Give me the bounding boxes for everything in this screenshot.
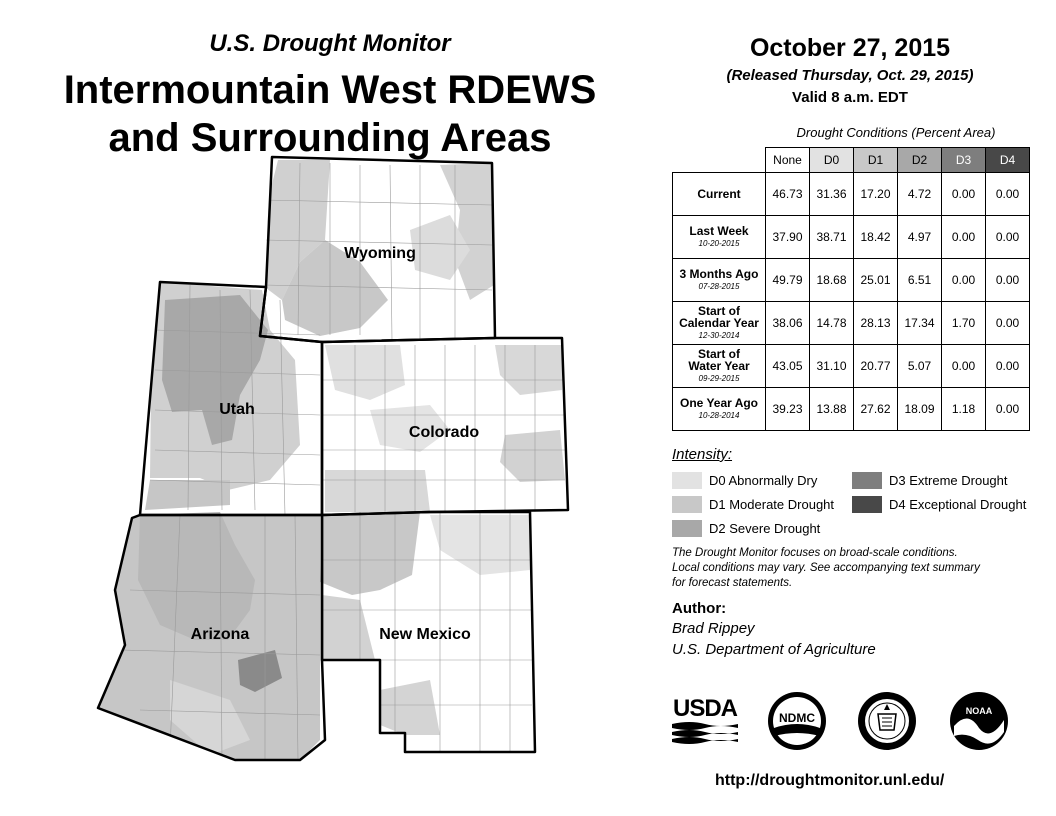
table-cell: 5.07 bbox=[898, 345, 942, 388]
table-cell: 17.20 bbox=[854, 173, 898, 216]
row-label-text-2: Water Year bbox=[688, 358, 750, 373]
row-label bbox=[673, 345, 766, 388]
row-date: 10-28-2014 bbox=[698, 410, 740, 420]
table-cell: 31.10 bbox=[810, 345, 854, 388]
title-line-1: Intermountain West RDEWS bbox=[63, 68, 597, 112]
table-cell: 0.00 bbox=[942, 345, 986, 388]
table-cell: 46.73 bbox=[766, 173, 810, 216]
table-row bbox=[673, 302, 1030, 345]
legend-label-d1: D1 Moderate Drought bbox=[709, 497, 835, 512]
drought-conditions-table bbox=[672, 147, 1030, 431]
table-cell: 0.00 bbox=[986, 388, 1030, 431]
table-cell: 0.00 bbox=[942, 173, 986, 216]
table-cell: 4.97 bbox=[898, 216, 942, 259]
table-cell: 17.34 bbox=[898, 302, 942, 345]
legend-swatch-d0 bbox=[672, 472, 702, 489]
legend-swatch-d3 bbox=[852, 472, 882, 489]
release-date: (Released Thursday, Oct. 29, 2015) bbox=[726, 67, 974, 84]
row-label bbox=[673, 388, 766, 431]
table-cell: 14.78 bbox=[810, 302, 854, 345]
row-date: 09-29-2015 bbox=[698, 373, 740, 383]
row-date: 10-20-2015 bbox=[698, 238, 740, 248]
row-date: 07-28-2015 bbox=[698, 281, 740, 291]
table-row bbox=[673, 388, 1030, 431]
table-cell: 27.62 bbox=[854, 388, 898, 431]
author-heading: Author: bbox=[672, 600, 727, 617]
table-row bbox=[673, 259, 1030, 302]
state-label-new-mexico: New Mexico bbox=[379, 626, 471, 643]
table-cell: 43.05 bbox=[766, 345, 810, 388]
legend-label-d2: D2 Severe Drought bbox=[709, 521, 821, 536]
state-label-colorado: Colorado bbox=[408, 424, 480, 441]
author-name: Brad Rippey bbox=[672, 620, 755, 637]
table-cell: 0.00 bbox=[986, 259, 1030, 302]
col-header-d3: D3 bbox=[942, 148, 986, 173]
ndmc-logo bbox=[766, 690, 828, 752]
table-cell: 0.00 bbox=[942, 216, 986, 259]
legend-label-d0: D0 Abnormally Dry bbox=[709, 473, 818, 488]
legend-swatch-d4 bbox=[852, 496, 882, 513]
row-label-text: Current bbox=[697, 187, 741, 201]
usda-logo-text: USDA bbox=[672, 695, 738, 722]
row-label-text: Last Week bbox=[689, 223, 749, 238]
table-cell: 6.51 bbox=[898, 259, 942, 302]
table-cell: 13.88 bbox=[810, 388, 854, 431]
monitor-title: U.S. Drought Monitor bbox=[209, 30, 451, 57]
row-label-text: One Year Ago bbox=[679, 395, 759, 410]
noaa-logo bbox=[948, 690, 1010, 752]
table-row bbox=[673, 173, 1030, 216]
map-date: October 27, 2015 bbox=[749, 34, 951, 62]
table-cell: 1.70 bbox=[942, 302, 986, 345]
title-line-2: and Surrounding Areas bbox=[108, 116, 552, 160]
row-label-text: Start of bbox=[698, 303, 740, 318]
legend-swatch-d2 bbox=[672, 520, 702, 537]
state-label-arizona: Arizona bbox=[190, 626, 250, 643]
state-label-utah: Utah bbox=[219, 401, 255, 418]
table-cell: 18.42 bbox=[854, 216, 898, 259]
drought-map bbox=[0, 150, 660, 790]
commerce-seal-logo bbox=[856, 690, 918, 752]
author-organization: U.S. Department of Agriculture bbox=[672, 641, 876, 658]
col-header-d2: D2 bbox=[898, 148, 942, 173]
state-label-wyoming: Wyoming bbox=[344, 245, 416, 262]
table-caption: Drought Conditions (Percent Area) bbox=[796, 125, 996, 140]
table-cell: 25.01 bbox=[854, 259, 898, 302]
table-row bbox=[673, 216, 1030, 259]
table-cell: 20.77 bbox=[854, 345, 898, 388]
table-cell: 18.68 bbox=[810, 259, 854, 302]
table-cell: 0.00 bbox=[986, 173, 1030, 216]
row-label bbox=[673, 173, 766, 216]
table-cell: 39.23 bbox=[766, 388, 810, 431]
disclaimer-note bbox=[672, 546, 980, 591]
row-label bbox=[673, 216, 766, 259]
table-cell: 0.00 bbox=[986, 216, 1030, 259]
col-header-d1: D1 bbox=[854, 148, 898, 173]
page-title bbox=[20, 66, 640, 162]
table-corner bbox=[673, 148, 766, 173]
website-link[interactable]: http://droughtmonitor.unl.edu/ bbox=[715, 772, 945, 789]
table-cell: 18.09 bbox=[898, 388, 942, 431]
legend-label-d3: D3 Extreme Drought bbox=[889, 473, 1008, 488]
row-label-text: 3 Months Ago bbox=[679, 266, 759, 281]
row-label bbox=[673, 259, 766, 302]
legend-label-d4: D4 Exceptional Drought bbox=[889, 497, 1027, 512]
row-label-text: Start of bbox=[698, 346, 740, 361]
table-row bbox=[673, 345, 1030, 388]
ndmc-logo-text: NDMC bbox=[779, 711, 815, 725]
legend-swatch-d1 bbox=[672, 496, 702, 513]
noaa-logo-text: NOAA bbox=[965, 706, 993, 716]
table-cell: 38.06 bbox=[766, 302, 810, 345]
table-cell: 31.36 bbox=[810, 173, 854, 216]
row-label-text-2: Calendar Year bbox=[679, 315, 759, 330]
table-cell: 1.18 bbox=[942, 388, 986, 431]
table-cell: 0.00 bbox=[986, 302, 1030, 345]
note-line-3: for forecast statements. bbox=[672, 577, 793, 589]
table-cell: 38.71 bbox=[810, 216, 854, 259]
col-header-d0: D0 bbox=[810, 148, 854, 173]
table-cell: 37.90 bbox=[766, 216, 810, 259]
note-line-1: The Drought Monitor focuses on broad-scale conditions. bbox=[672, 547, 958, 559]
table-cell: 28.13 bbox=[854, 302, 898, 345]
table-cell: 4.72 bbox=[898, 173, 942, 216]
table-cell: 0.00 bbox=[986, 345, 1030, 388]
table-header-row bbox=[673, 148, 1030, 173]
col-header-none: None bbox=[766, 148, 810, 173]
table-cell: 0.00 bbox=[942, 259, 986, 302]
row-date: 12-30-2014 bbox=[698, 330, 740, 340]
note-line-2: Local conditions may vary. See accompanying text summary bbox=[672, 562, 980, 574]
col-header-d4: D4 bbox=[986, 148, 1030, 173]
table-cell: 49.79 bbox=[766, 259, 810, 302]
valid-time: Valid 8 a.m. EDT bbox=[792, 89, 908, 106]
legend-title: Intensity: bbox=[672, 446, 733, 463]
row-label bbox=[673, 302, 766, 345]
usda-logo bbox=[670, 690, 740, 750]
